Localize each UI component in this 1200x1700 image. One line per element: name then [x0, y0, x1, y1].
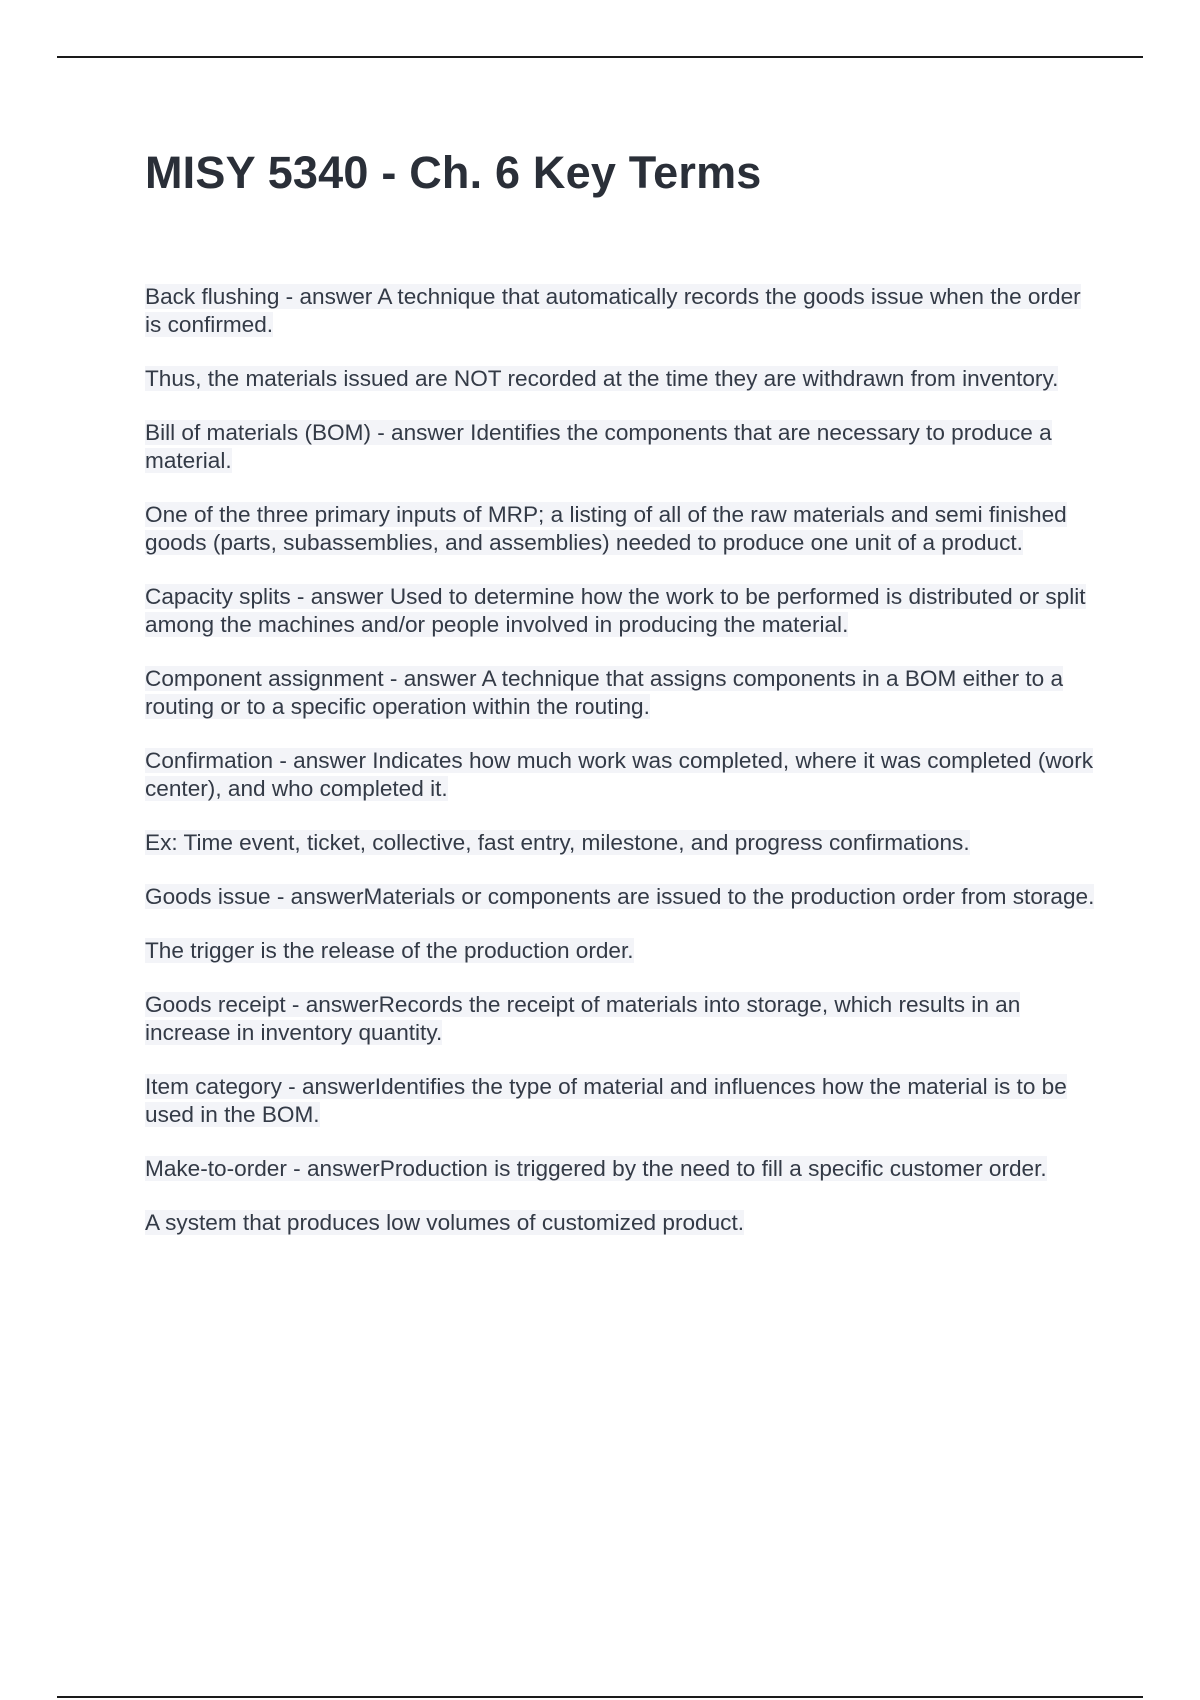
- bottom-divider: [57, 1696, 1143, 1698]
- paragraph: [145, 1155, 1095, 1183]
- paragraph: [145, 283, 1095, 339]
- paragraph: [145, 419, 1095, 475]
- paragraph-text: Component assignment - answer A technique that assigns components in a BOM either to a routing or to a specific operation within the routing.: [145, 666, 1064, 719]
- paragraph: [145, 1209, 1095, 1237]
- paragraph: [145, 665, 1095, 721]
- paragraph-text: Goods receipt - answerRecords the receipt of materials into storage, which results in an increase in inventory quantity.: [145, 992, 1021, 1045]
- paragraph-text: Ex: Time event, ticket, collective, fast entry, milestone, and progress confirmations.: [145, 830, 970, 855]
- paragraph-text: Make-to-order - answerProduction is triggered by the need to fill a specific customer order.: [145, 1156, 1047, 1181]
- paragraph-text: One of the three primary inputs of MRP; a listing of all of the raw materials and semi finished goods (parts, subassemblies, and assemblies) needed to produce one unit of a product.: [145, 502, 1067, 555]
- paragraph-text: Back flushing - answer A technique that automatically records the goods issue when the order is confirmed.: [145, 284, 1081, 337]
- paragraph-text: Bill of materials (BOM) - answer Identifies the components that are necessary to produce a material.: [145, 420, 1052, 473]
- paragraph: [145, 747, 1095, 803]
- page-title: MISY 5340 - Ch. 6 Key Terms: [145, 147, 762, 198]
- paragraph: [145, 501, 1095, 557]
- paragraph-text: Confirmation - answer Indicates how much work was completed, where it was completed (work center), and who completed it.: [145, 748, 1094, 801]
- paragraph: [145, 583, 1095, 639]
- paragraph: [145, 829, 1095, 857]
- document-body: [145, 283, 1095, 1263]
- top-divider: [57, 56, 1143, 58]
- paragraph-text: Capacity splits - answer Used to determine how the work to be performed is distributed or split among the machines and/or people involved in producing the material.: [145, 584, 1086, 637]
- paragraph-text: Thus, the materials issued are NOT recorded at the time they are withdrawn from inventory.: [145, 366, 1059, 391]
- paragraph-text: The trigger is the release of the production order.: [145, 938, 634, 963]
- paragraph: [145, 937, 1095, 965]
- paragraph: [145, 883, 1095, 911]
- paragraph-text: A system that produces low volumes of customized product.: [145, 1210, 745, 1235]
- paragraph: [145, 991, 1095, 1047]
- paragraph-text: Goods issue - answerMaterials or components are issued to the production order from storage.: [145, 884, 1095, 909]
- paragraph: [145, 365, 1095, 393]
- paragraph: [145, 1073, 1095, 1129]
- paragraph-text: Item category - answerIdentifies the type of material and influences how the material is to be used in the BOM.: [145, 1074, 1067, 1127]
